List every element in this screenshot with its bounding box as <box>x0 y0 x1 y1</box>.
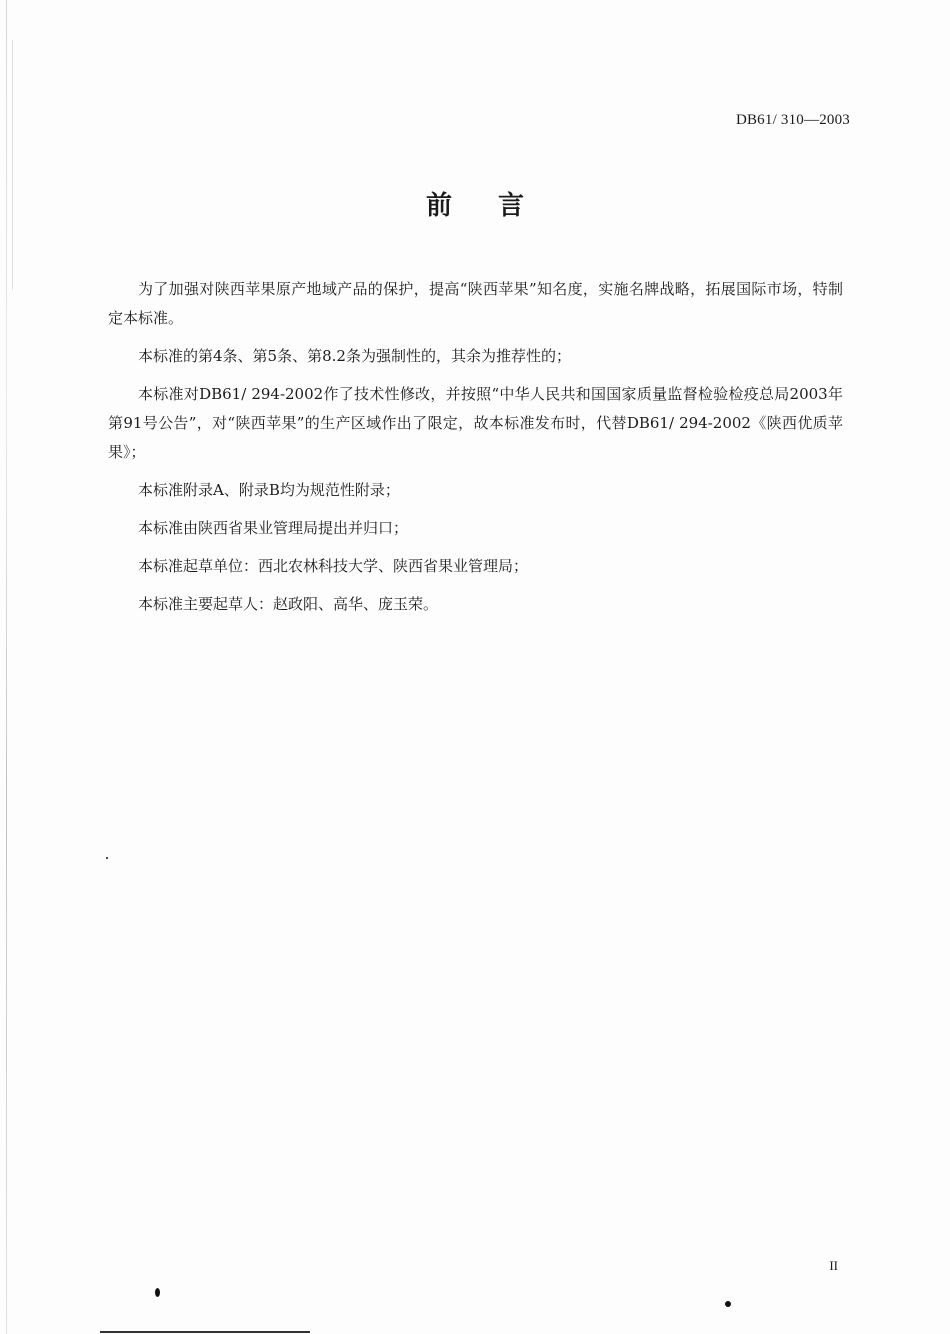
preface-body <box>108 275 843 628</box>
page-title: 前言 <box>425 191 570 221</box>
page-number: II <box>829 1258 838 1273</box>
paragraph-mandatory: 本标准的第4条、第5条、第8.2条为强制性的，其余为推荐性的； <box>138 347 571 365</box>
paragraph-proposer: 本标准由陕西省果业管理局提出并归口； <box>138 519 409 537</box>
paragraph-drafting-units: 本标准起草单位：西北农林科技大学、陕西省果业管理局； <box>138 557 529 575</box>
scan-edge-artifact <box>100 1331 310 1333</box>
scan-speck <box>106 857 108 859</box>
paragraph-revision: 本标准对DB61/ 294-2002作了技术性修改，并按照“中华人民共和国国家质量监督检验检疫总局2003年第91号公告”，对“陕西苹果”的生产区域作出了限定，故本标准发布时，代替DB61/ 294-2002《陕西优质苹果》； <box>108 385 843 461</box>
scan-edge-artifact <box>12 40 13 290</box>
document-code: DB61/ 310—2003 <box>735 112 850 128</box>
scan-speck <box>725 1301 731 1307</box>
scan-speck <box>155 1288 160 1297</box>
paragraph-appendix: 本标准附录A、附录B均为规范性附录； <box>138 481 400 499</box>
paragraph-drafters: 本标准主要起草人：赵政阳、高华、庞玉荣。 <box>138 595 439 613</box>
paragraph-purpose: 为了加强对陕西苹果原产地域产品的保护，提高“陕西苹果”知名度，实施名牌战略，拓展国际市场，特制定本标准。 <box>108 280 843 327</box>
